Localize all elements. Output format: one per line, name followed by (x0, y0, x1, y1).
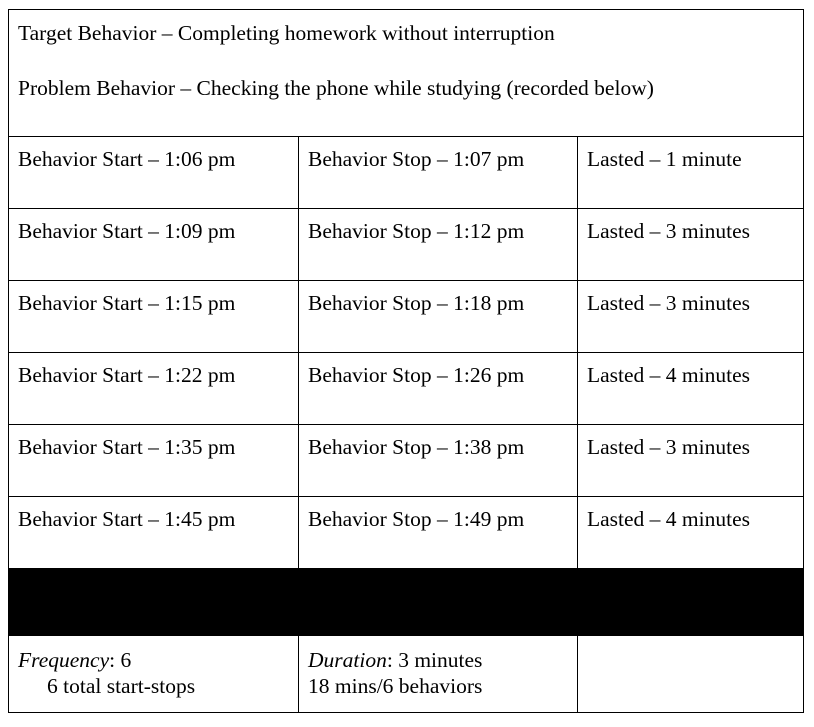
start-cell (9, 497, 299, 569)
start-cell (9, 137, 299, 209)
stop-cell (299, 425, 578, 497)
summary-row (9, 636, 804, 713)
table-row (9, 425, 804, 497)
behavior-start-text: Behavior Start – 1:06 pm (18, 147, 236, 171)
lasted-text: Lasted – 3 minutes (587, 219, 751, 243)
table-row (9, 281, 804, 353)
black-divider-cell (9, 569, 804, 636)
behavior-start-text: Behavior Start – 1:09 pm (18, 219, 236, 243)
lasted-cell (578, 209, 804, 281)
stop-cell (299, 137, 578, 209)
duration-value: : 3 minutes (386, 648, 483, 672)
table-row (9, 209, 804, 281)
frequency-cell (9, 636, 299, 713)
empty-summary-cell (578, 636, 804, 713)
duration-line (299, 636, 577, 673)
behavior-start-text: Behavior Start – 1:35 pm (18, 435, 236, 459)
duration-cell (299, 636, 578, 713)
behavior-start-text: Behavior Start – 1:15 pm (18, 291, 236, 315)
behavior-stop-text: Behavior Stop – 1:26 pm (308, 363, 525, 387)
lasted-text: Lasted – 1 minute (587, 147, 742, 171)
lasted-cell (578, 425, 804, 497)
table-row (9, 497, 804, 569)
frequency-line (9, 636, 298, 673)
behavior-start-text: Behavior Start – 1:22 pm (18, 363, 236, 387)
black-divider-row (9, 569, 804, 636)
behavior-stop-text: Behavior Stop – 1:12 pm (308, 219, 525, 243)
problem-behavior-text: Problem Behavior – Checking the phone while studying (recorded below) (18, 76, 654, 100)
lasted-cell (578, 497, 804, 569)
behavior-stop-text: Behavior Stop – 1:49 pm (308, 507, 525, 531)
lasted-cell (578, 353, 804, 425)
lasted-cell (578, 137, 804, 209)
stop-cell (299, 281, 578, 353)
stop-cell (299, 209, 578, 281)
stop-cell (299, 497, 578, 569)
header-row (9, 10, 804, 137)
lasted-text: Lasted – 3 minutes (587, 435, 751, 459)
behavior-start-text: Behavior Start – 1:45 pm (18, 507, 236, 531)
table-row (9, 137, 804, 209)
stop-cell (299, 353, 578, 425)
behavior-stop-text: Behavior Stop – 1:18 pm (308, 291, 525, 315)
lasted-text: Lasted – 4 minutes (587, 507, 751, 531)
behavior-stop-text: Behavior Stop – 1:38 pm (308, 435, 525, 459)
frequency-label: Frequency (18, 648, 110, 672)
lasted-cell (578, 281, 804, 353)
start-cell (9, 209, 299, 281)
duration-detail: 18 mins/6 behaviors (308, 674, 483, 698)
lasted-text: Lasted – 4 minutes (587, 363, 751, 387)
frequency-detail: 6 total start-stops (47, 674, 196, 698)
target-behavior-text: Target Behavior – Completing homework without interruption (18, 21, 555, 45)
header-cell (9, 10, 804, 137)
start-cell (9, 353, 299, 425)
frequency-value: : 6 (109, 648, 132, 672)
start-cell (9, 425, 299, 497)
lasted-text: Lasted – 3 minutes (587, 291, 751, 315)
behavior-recording-table (8, 9, 804, 713)
duration-label: Duration (308, 648, 387, 672)
behavior-stop-text: Behavior Stop – 1:07 pm (308, 147, 525, 171)
start-cell (9, 281, 299, 353)
table-row (9, 353, 804, 425)
